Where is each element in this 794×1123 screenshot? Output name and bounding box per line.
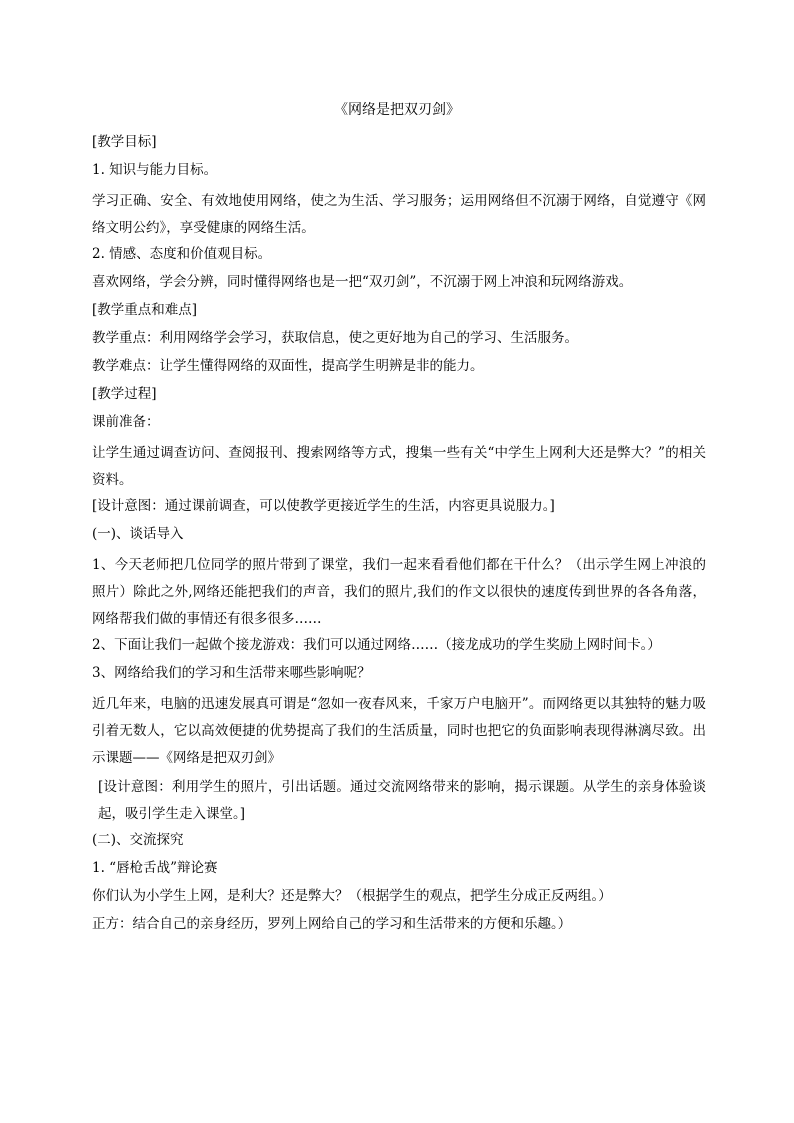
design-intent-2: [设计意图：利用学生的照片，引出话题。通过交流网络带来的影响，揭示课题。从学生的亲身体验谈起，吸引学生走入课堂。] <box>98 779 706 822</box>
part-1-heading: (一)、谈话导入 <box>92 526 184 542</box>
section-heading-objectives: [教学目标] <box>92 134 157 150</box>
part-1-item-1: 1、今天老师把几位同学的照片带到了课堂，我们一起来看看他们都在干什么？（出示学生网上冲浪的照片）除此之外,网络还能把我们的声音，我们的照片,我们的作文以很快的速度传到世界的各各角落，网络帮我们做的事情还有很多很多…… <box>92 557 706 627</box>
debate-question: 你们认为小学生上网，是利大？还是弊大？（根据学生的观点，把学生分成正反两组。） <box>92 888 612 904</box>
part-1-item-3: 3、网络给我们的学习和生活带来哪些影响呢？ <box>92 665 371 681</box>
debate-affirmative: 正方：结合自己的亲身经历，罗列上网给自己的学习和生活带来的方便和乐趣。） <box>92 916 572 932</box>
document-title: 《网络是把双刃剑》 <box>334 102 460 118</box>
section-heading-process: [教学过程] <box>92 386 157 402</box>
objective-1-heading: 1. 知识与能力目标。 <box>92 162 218 178</box>
objective-2-text: 喜欢网络，学会分辨，同时懂得网络也是一把“双刃剑”，不沉溺于网上冲浪和玩网络游戏。 <box>92 274 633 290</box>
objective-1-text: 学习正确、安全、有效地使用网络，使之为生活、学习服务；运用网络但不沉溺于网络，自觉遵守《网络文明公约》，享受健康的网络生活。 <box>92 193 706 236</box>
section-heading-key-points: [教学重点和难点] <box>92 302 198 318</box>
design-intent-1: [设计意图：通过课前调查，可以使教学更接近学生的生活，内容更具说服力。] <box>92 498 555 514</box>
part-1-item-2: 2、下面让我们一起做个接龙游戏：我们可以通过网络……（接龙成功的学生奖励上网时间卡。） <box>92 637 661 653</box>
preparation-heading: 课前准备： <box>92 414 160 430</box>
objective-2-heading: 2. 情感、态度和价值观目标。 <box>92 246 272 262</box>
preparation-text: 让学生通过调查访问、查阅报刊、搜索网络等方式，搜集一些有关“中学生上网利大还是弊大？”的相关资料。 <box>92 445 706 488</box>
key-point-text: 教学重点：利用网络学会学习，获取信息，使之更好地为自己的学习、生活服务。 <box>92 330 578 346</box>
debate-heading: 1. “唇枪舌战”辩论赛 <box>92 860 218 876</box>
difficulty-text: 教学难点：让学生懂得网络的双面性，提高学生明辨是非的能力。 <box>92 358 484 374</box>
document-body <box>92 132 706 942</box>
part-1-item-3-text: 近几年来，电脑的迅速发展真可谓是“忽如一夜春风来，千家万户电脑开”。而网络更以其独特的魅力吸引着无数人，它以高效便捷的优势提高了我们的生活质量，同时也把它的负面影响表现得淋漓尽致。出示课题——《网络是把双刃剑》 <box>92 696 706 766</box>
part-2-heading: (二)、交流探究 <box>92 832 184 848</box>
